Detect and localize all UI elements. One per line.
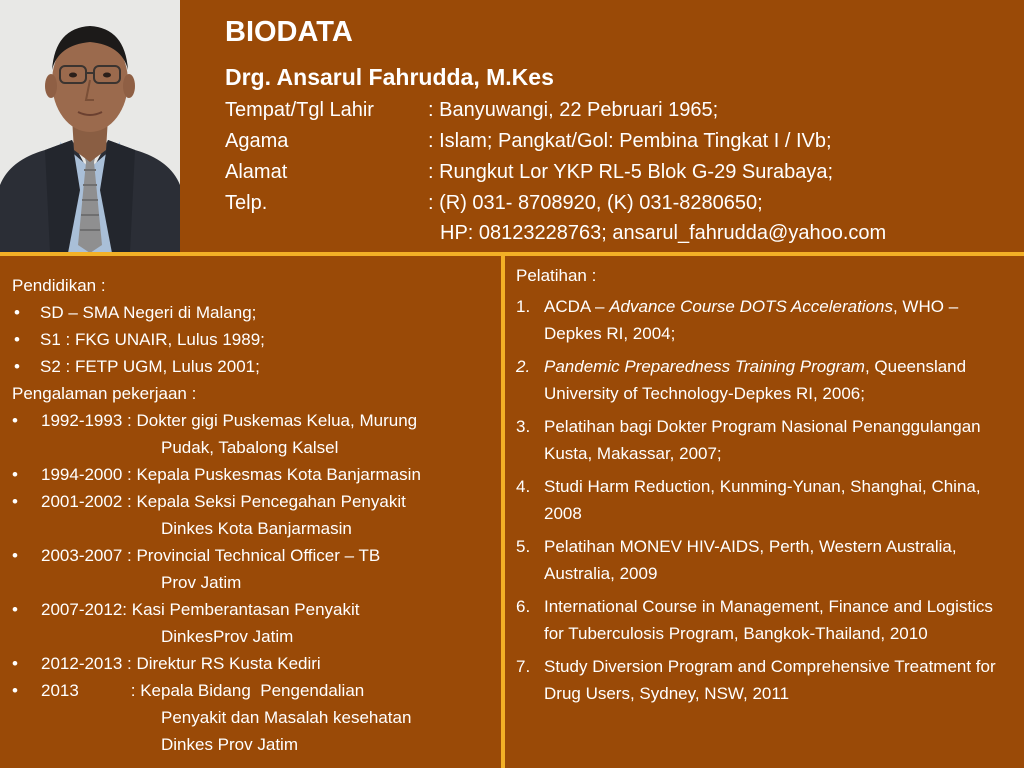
bullet-icon: • [12,546,18,565]
bullet-icon: • [12,492,18,511]
training-number: 5. [516,537,531,556]
education-item [12,353,497,380]
experience-continuation: Prov Jatim [161,573,242,592]
info-label: Telp. [225,192,268,214]
right-column [516,262,1016,713]
training-number: 6. [516,597,531,616]
bullet-icon: • [12,411,18,430]
left-column [12,272,497,758]
vertical-divider [501,256,505,768]
bullet-icon: • [12,600,18,619]
training-item [516,593,1016,647]
experience-line: 2007-2012: Kasi Pemberantasan Penyakit [41,600,360,619]
training-number: 1. [516,297,531,316]
training-text: Pelatihan MONEV HIV-AIDS, Perth, Western Australia, Australia, 2009 [544,537,957,583]
info-label: Agama [225,130,289,152]
experience-line: 1994-2000 : Kepala Puskesmas Kota Banjarmasin [41,465,421,484]
experience-continuation: DinkesProv Jatim [161,627,294,646]
experience-line: 2003-2007 : Provincial Technical Officer – TB [41,546,381,565]
info-label: Tempat/Tgl Lahir [225,99,374,121]
training-text-italic: Advance Course DOTS Accelerations [609,297,893,316]
education-text: SD – SMA Negeri di Malang; [40,303,257,322]
education-item [12,326,497,353]
education-text: S2 : FETP UGM, Lulus 2001; [40,357,260,376]
experience-item [12,596,497,650]
experience-item [12,542,497,596]
training-number: 7. [516,657,531,676]
experience-line: 1992-1993 : Dokter gigi Puskemas Kelua, Murung [41,411,418,430]
bullet-icon: • [12,654,18,673]
experience-line: 2001-2002 : Kepala Seksi Pencegahan Penyakit [41,492,406,511]
info-value: : Banyuwangi, 22 Pebruari 1965; [428,99,719,121]
training-text-part: , Queensland University of Technology-Depkes RI, 2006; [544,357,967,403]
training-item [516,473,1016,527]
training-heading: Pelatihan : [516,266,597,285]
bullet-icon: • [12,681,18,700]
training-text [544,353,1016,407]
horizontal-divider [0,252,1024,256]
training-number: 2. [516,357,531,376]
experience-continuation: Pudak, Tabalong Kalsel [161,438,339,457]
education-item [12,299,497,326]
training-item [516,293,1016,347]
education-heading: Pendidikan : [12,276,106,295]
training-text [544,293,1016,347]
experience-item [12,677,497,758]
experience-continuation: Dinkes Kota Banjarmasin [161,519,352,538]
experience-heading: Pengalaman pekerjaan : [12,384,197,403]
info-value: : Rungkut Lor YKP RL-5 Blok G-29 Surabaya; [428,161,834,183]
slide-title: BIODATA [225,16,353,48]
training-number: 4. [516,477,531,496]
experience-item [12,650,497,677]
person-name: Drg. Ansarul Fahrudda, M.Kes [225,64,554,90]
experience-continuation: Penyakit dan Masalah kesehatan [161,708,412,727]
training-text-italic: Pandemic Preparedness Training Program [544,357,865,376]
experience-continuation: Dinkes Prov Jatim [161,735,298,754]
training-text-part: , WHO – Depkes RI, 2004; [544,297,959,343]
training-text: Pelatihan bagi Dokter Program Nasional Penanggulangan Kusta, Makassar, 2007; [544,417,981,463]
experience-item [12,461,497,488]
experience-line: 2012-2013 : Direktur RS Kusta Kediri [41,654,321,673]
bullet-icon: • [14,303,20,322]
training-number: 3. [516,417,531,436]
info-label: Alamat [225,161,288,183]
bullet-icon: • [14,330,20,349]
training-item [516,353,1016,407]
training-item [516,533,1016,587]
experience-line: 2013 : Kepala Bidang Pengendalian [41,681,365,700]
training-item [516,653,1016,707]
portrait-photo [0,0,180,253]
info-value: : Islam; Pangkat/Gol: Pembina Tingkat I / IVb; [428,130,832,152]
training-text: Studi Harm Reduction, Kunming-Yunan, Shanghai, China, 2008 [544,477,981,523]
info-row-hp: HP: 08123228763; ansarul_fahrudda@yahoo.com [440,222,887,244]
training-item [516,413,1016,467]
bullet-icon: • [14,357,20,376]
training-text: International Course in Management, Finance and Logistics for Tuberculosis Program, Bangkok-Thailand, 2010 [544,597,993,643]
training-text: Study Diversion Program and Comprehensive Treatment for Drug Users, Sydney, NSW, 2011 [544,657,996,703]
experience-item [12,488,497,542]
info-value: : (R) 031- 8708920, (K) 031-8280650; [428,192,763,214]
bullet-icon: • [12,465,18,484]
education-text: S1 : FKG UNAIR, Lulus 1989; [40,330,265,349]
training-text-part: ACDA – [544,297,610,316]
experience-item [12,407,497,461]
